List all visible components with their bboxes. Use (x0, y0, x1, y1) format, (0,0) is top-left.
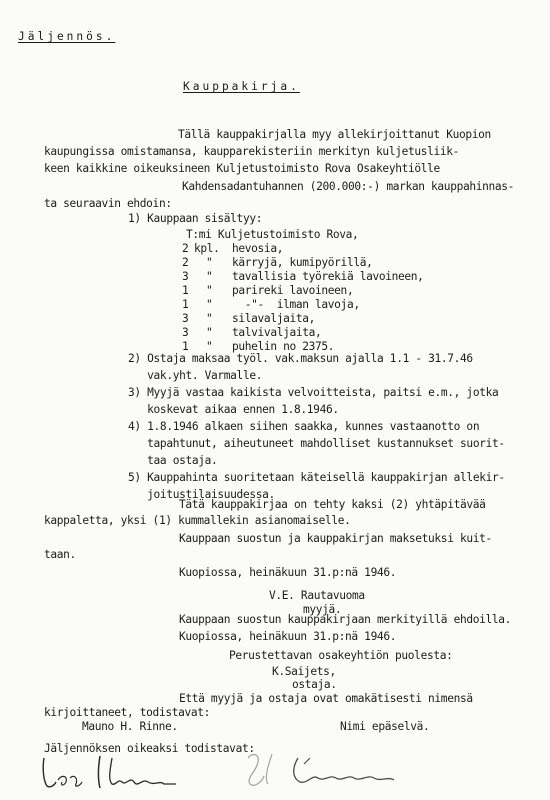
inventory-qty: 3 (182, 326, 189, 339)
inventory-qty: 3 (182, 270, 189, 283)
intro-line: Kahdensadantuhannen (200.000:-) markan kauppahinnas- (182, 180, 515, 193)
inventory-unit: " (206, 298, 213, 311)
seller-role: myyjä. (303, 603, 342, 616)
inventory-qty: 2 (182, 256, 189, 269)
intro-line: keen kaikkine oikeuksineen Kuljetustoimisto Rova Osakeyhtiölle (44, 162, 440, 175)
inventory-item: tavallisia työrekiä lavoineen, (232, 270, 424, 283)
intro-line: kaupungissa omistamansa, kaupparekisteriin merkityn kuljetusliik- (44, 145, 460, 158)
copy-mark: Jäljennös. (18, 30, 116, 43)
inventory-item: puhelin no 2375. (232, 340, 335, 353)
clause-line: 4) 1.8.1946 alkaen siihen saakka, kunnes vastaanotto on (128, 420, 480, 433)
inventory-unit: " (206, 326, 213, 339)
clause-line: taa ostaja. (128, 454, 218, 467)
witness-1-name: Mauno H. Rinne. (82, 720, 178, 733)
inventory-qty: 2 (182, 242, 189, 255)
clause-1-label: 1) Kauppaan sisältyy: (128, 212, 263, 225)
inventory-unit: " (206, 312, 213, 325)
copies-line: Tätä kauppakirjaa on tehty kaksi (2) yhtäpitävää (179, 498, 486, 511)
intro-line: Tällä kauppakirjalla myy allekirjoittanut Kuopion (178, 128, 491, 141)
inventory-unit: " (206, 256, 213, 269)
inventory-unit: " (206, 270, 213, 283)
inventory-item: parireki lavoineen, (232, 284, 354, 297)
clause-line: vak.yht. Varmalle. (128, 369, 263, 382)
inventory-qty: 3 (182, 312, 189, 325)
inventory-qty: 1 (182, 298, 189, 311)
buyer-name: K.Saijets, (272, 665, 336, 678)
clause-line: 2) Ostaja maksaa työl. vak.maksun ajalla 1.1 - 31.7.46 (128, 352, 473, 365)
clause-line: 5) Kauppahinta suoritetaan käteisellä kauppakirjan allekir- (128, 471, 505, 484)
inventory-unit: " (206, 340, 213, 353)
seller-consent-line: Kauppaan suostun ja kauppakirjan maksetuksi kuit- (179, 532, 492, 545)
witness-line: Että myyjä ja ostaja ovat omakätisesti nimensä (179, 692, 473, 705)
clause-line: joitustilaisuudessa. (128, 488, 275, 501)
place-date: Kuopiossa, heinäkuun 31.p:nä 1946. (179, 630, 397, 643)
clause-line: koskevat aikaa ennen 1.8.1946. (128, 403, 339, 416)
buyer-role: ostaja. (292, 678, 337, 691)
clause-line: tapahtunut, aiheutuneet mahdolliset kustannukset suorit- (128, 437, 505, 450)
handwritten-signature-1 (38, 748, 188, 798)
witness-line: kirjoittaneet, todistavat: (44, 706, 211, 719)
company-line: Perustettavan osakeyhtiön puolesta: (229, 649, 453, 662)
inventory-item: talvivaljaita, (232, 326, 322, 339)
inventory-item: -"- ilman lavoja, (232, 298, 360, 311)
inventory-qty: 1 (182, 284, 189, 297)
inventory-item: silavaljaita, (232, 312, 316, 325)
document-title: Kauppakirja. (183, 80, 300, 93)
inventory-unit: " (206, 284, 213, 297)
place-date: Kuopiossa, heinäkuun 31.p:nä 1946. (179, 566, 397, 579)
certification-line: Jäljennöksen oikeaksi todistavat: (44, 742, 255, 755)
clause-line: 3) Myyjä vastaa kaikista velvoitteista, paitsi e.m., jotka (128, 386, 499, 399)
inventory-qty: 1 (182, 340, 189, 353)
intro-line: ta seuraavin ehdoin: (44, 197, 172, 210)
inventory-item: T:mi Kuljetustoimisto Rova, (186, 228, 359, 241)
inventory-item: hevosia, (232, 242, 284, 255)
buyer-consent: Kauppaan suostun kauppakirjaan merkityillä ehdoilla. (179, 613, 512, 626)
handwritten-signature-2 (238, 744, 418, 796)
inventory-item: kärryjä, kumipyörillä, (232, 256, 373, 269)
inventory-unit: kpl. (194, 242, 220, 255)
witness-2-name: Nimi epäselvä. (340, 720, 430, 733)
seller-consent-line: taan. (44, 548, 76, 561)
copies-line: kappaletta, yksi (1) kummallekin asianomaiselle. (44, 514, 351, 527)
seller-name: V.E. Rautavuoma (269, 589, 365, 602)
